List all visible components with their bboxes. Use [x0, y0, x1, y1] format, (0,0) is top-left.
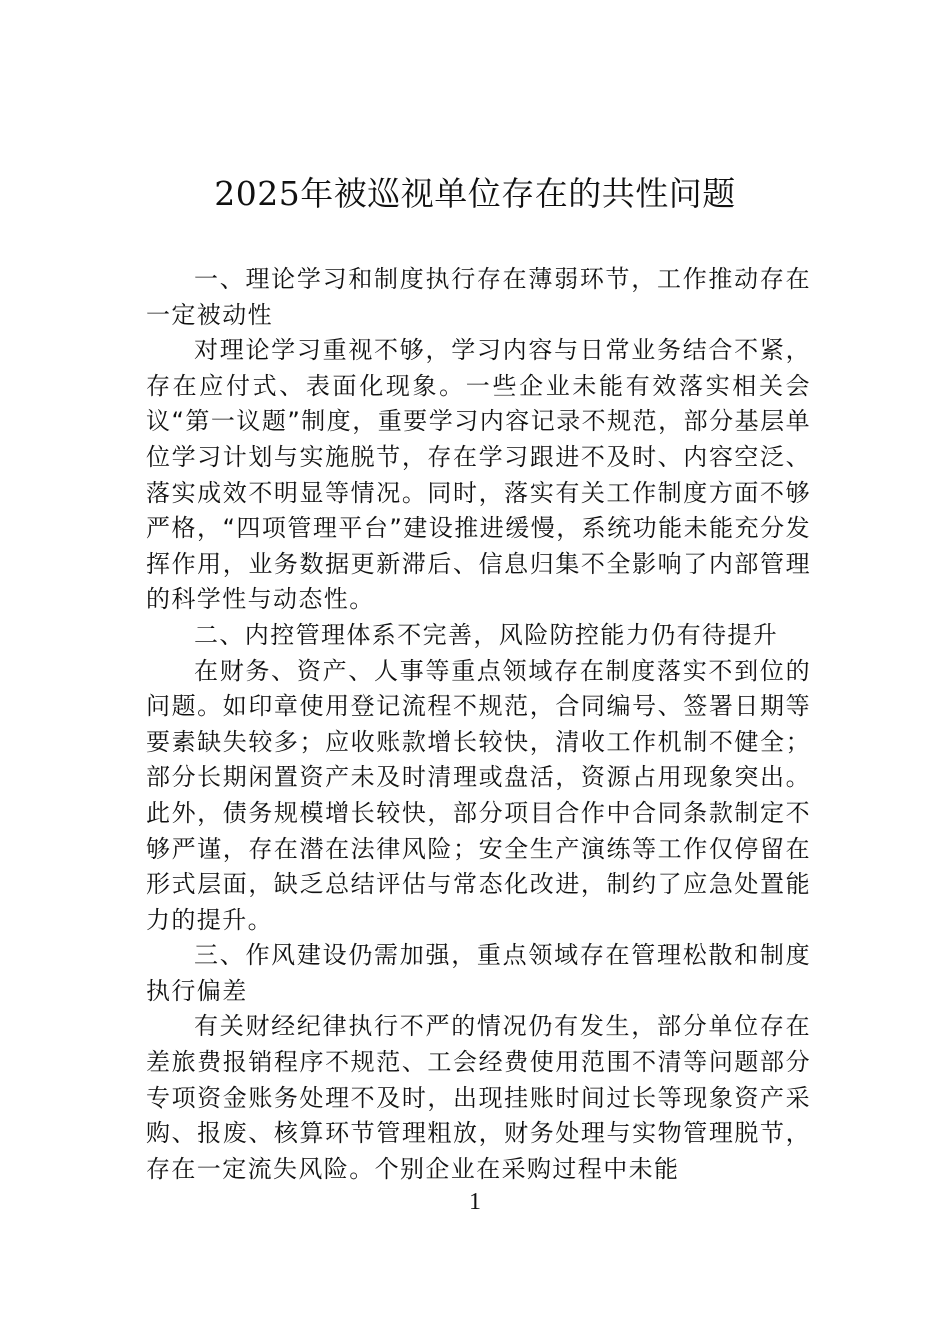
- section-paragraph-2: 在财务、资产、人事等重点领域存在制度落实不到位的问题。如印章使用登记流程不规范，合同编号、签署日期等要素缺失较多；应收账款增长较快，清收工作机制不健全；部分长期闲置资产未及时清理或盘活，资源占用现象突出。此外，债务规模增长较快，部分项目合作中合同条款制定不够严谨，存在潜在法律风险；安全生产演练等工作仅停留在形式层面，缺乏总结评估与常态化改进，制约了应急处置能力的提升。: [146, 656, 811, 934]
- document-body: [146, 262, 811, 1187]
- section-paragraph-1: 对理论学习重视不够，学习内容与日常业务结合不紧，存在应付式、表面化现象。一些企业未能有效落实相关会议“第一议题”制度，重要学习内容记录不规范，部分基层单位学习计划与实施脱节，存在学习跟进不及时、内容空泛、落实成效不明显等情况。同时，落实有关工作制度方面不够严格，“四项管理平台”建设推进缓慢，系统功能未能充分发挥作用，业务数据更新滞后、信息归集不全影响了内部管理的科学性与动态性。: [146, 336, 811, 614]
- section-heading-1: 一、理论学习和制度执行存在薄弱环节，工作推动存在一定被动性: [146, 265, 811, 329]
- page-number: 1: [469, 1189, 481, 1215]
- section-paragraph-3: 有关财经纪律执行不严的情况仍有发生，部分单位存在差旅费报销程序不规范、工会经费使用范围不清等问题部分专项资金账务处理不及时，出现挂账时间过长等现象资产采购、报废、核算环节管理粗放，财务处理与实物管理脱节，存在一定流失风险。个别企业在采购过程中未能: [146, 1012, 811, 1183]
- section-heading-3: 三、作风建设仍需加强，重点领域存在管理松散和制度执行偏差: [146, 941, 811, 1005]
- document-title: 2025年被巡视单位存在的共性问题: [214, 174, 736, 213]
- section-heading-2: 二、内控管理体系不完善，风险防控能力仍有待提升: [194, 620, 779, 649]
